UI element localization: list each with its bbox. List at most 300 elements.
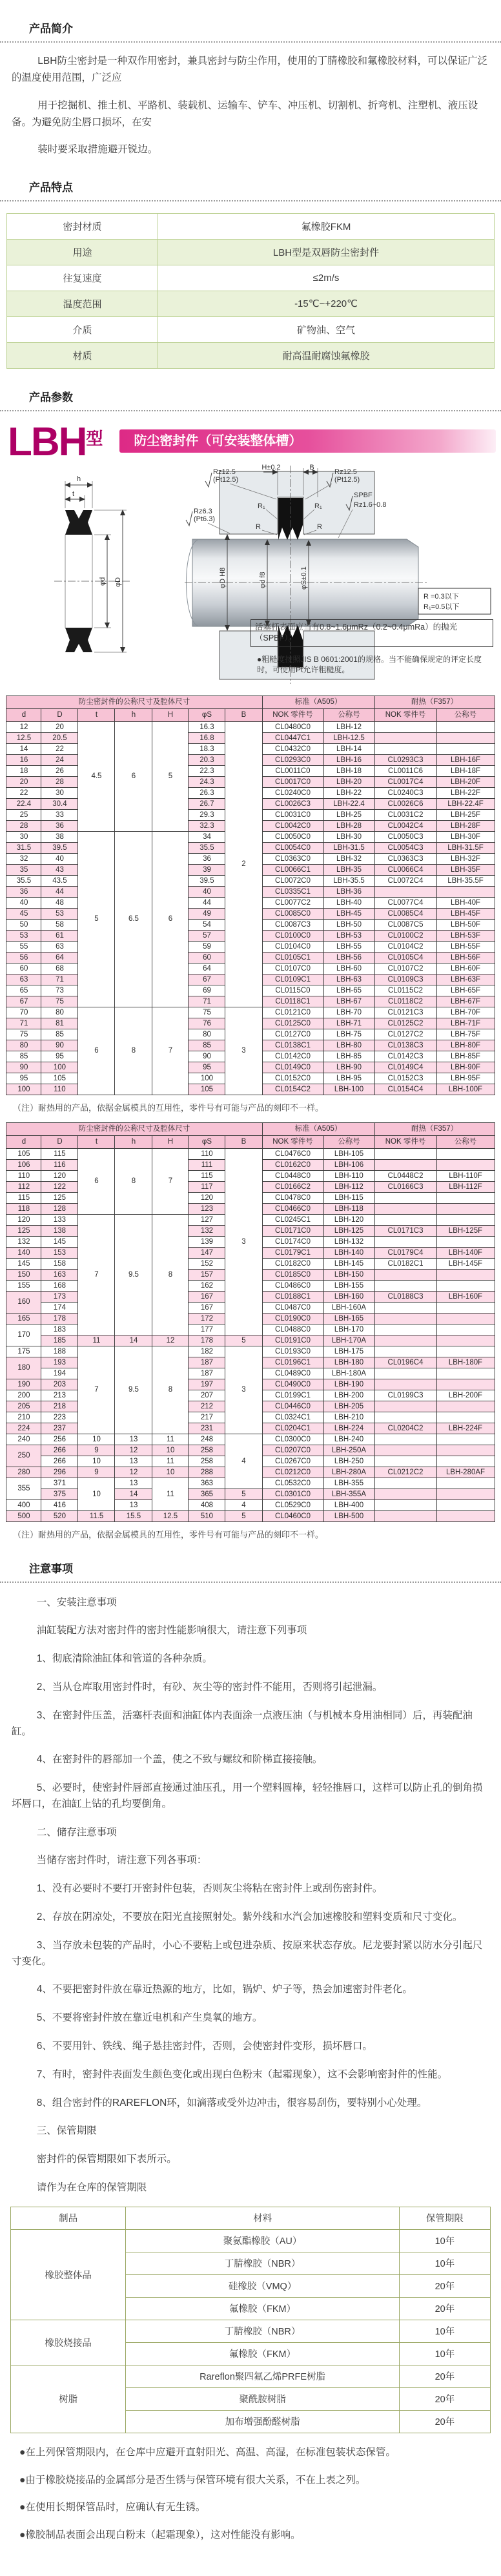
table-cell (374, 1302, 436, 1313)
table-header-cols-row (6, 708, 495, 721)
table-cell (374, 1346, 436, 1357)
table-cell: CL0077C4 (374, 897, 436, 908)
table-cell: 175 (6, 1346, 41, 1357)
table-cell: LBH-20F (436, 776, 495, 787)
table-cell: LBH-85 (323, 1051, 374, 1062)
table-cell: 10年 (399, 2342, 490, 2365)
table-cell: 8 (152, 1346, 189, 1434)
table-cell: 8 (115, 1007, 152, 1095)
table-cell: LBH-16F (436, 754, 495, 765)
table-cell: 5 (78, 831, 115, 1007)
table-cell: CL0199C1 (262, 1390, 323, 1401)
dim-h-label: h (77, 475, 81, 483)
table-cell: 30.4 (41, 798, 78, 809)
col-d: d (6, 708, 41, 721)
storage-header-row (11, 2207, 491, 2229)
table-cell: 85 (189, 1040, 225, 1051)
table-cell: 178 (189, 1335, 225, 1346)
table-cell: 20年 (399, 2274, 490, 2297)
dim-phiD-label: φD (114, 577, 122, 587)
size-table-1 (6, 696, 495, 1095)
table-cell: 240 (6, 1434, 41, 1445)
col-t: t (78, 708, 115, 721)
table-cell: 11 (152, 1456, 189, 1467)
table-cell: CL0138C3 (374, 1040, 436, 1051)
table-cell: 11 (152, 1434, 189, 1445)
table-cell: 110 (6, 1170, 41, 1181)
table-cell: CL0100C0 (262, 930, 323, 941)
table-cell: LBH-132 (323, 1236, 374, 1247)
storage-bullet: ●橡胶制品表面会出现白粉末（起霜现象），这对性能没有影响。 (19, 2530, 301, 2541)
table-cell: CL0152C0 (262, 1073, 323, 1084)
caution-line: 7、有时，密封件表面发生颜色变化或出现白色粉末（起霜现象），这不会影响密封件的性能。 (36, 2068, 448, 2080)
table-cell: LBH-145 (323, 1258, 374, 1269)
table-cell: 100 (189, 1073, 225, 1084)
table-cell: LBH-170A (323, 1335, 374, 1346)
table-cell: 介质 (7, 316, 158, 342)
col-material: 材料 (126, 2207, 400, 2229)
table-cell: 28 (6, 820, 41, 831)
caution-line: 二、储存注意事项 (36, 1826, 117, 1838)
table-cell: CL0077C2 (262, 897, 323, 908)
table-cell: 510 (189, 1510, 225, 1521)
table-cell: 212 (189, 1401, 225, 1412)
table-cell: 氟橡胶（FKM） (126, 2297, 400, 2320)
caution-line: 6、不要用针、铁线、绳子悬挂密封件，否则，会使密封件变形，损坏唇口。 (36, 2041, 373, 2052)
table-cell: 288 (189, 1467, 225, 1478)
table-cell: 71 (41, 974, 78, 985)
col-d: d (6, 1135, 41, 1148)
table-cell: CL0072C0 (262, 875, 323, 886)
table-cell: 371 (41, 1478, 78, 1489)
table-cell: 25 (6, 809, 41, 820)
table-cell: 7 (78, 1214, 115, 1335)
col-period: 保管期限 (399, 2207, 490, 2229)
dotted-divider (0, 1581, 501, 1583)
table-cell: 81 (41, 1018, 78, 1029)
table-cell: CL0196C1 (262, 1357, 323, 1368)
table-cell: 217 (189, 1412, 225, 1423)
table-cell: LBH-210 (323, 1412, 374, 1423)
table-cell: 95 (41, 1051, 78, 1062)
table-cell: 115 (6, 1192, 41, 1203)
table-cell: LBH-224F (436, 1423, 495, 1434)
dotted-divider (0, 409, 501, 411)
table-cell: LBH-35F (436, 864, 495, 875)
table-cell: 231 (189, 1423, 225, 1434)
table-cell: 155 (6, 1280, 41, 1291)
table-cell: 106 (6, 1159, 41, 1170)
table-cell: CL0301C0 (262, 1489, 323, 1499)
table-cell: 7 (152, 1007, 189, 1095)
dim-rod-label: φd f8 (259, 572, 267, 588)
storage-bullet: ●在使用长期保管品时，应确认有无生锈。 (19, 2502, 206, 2513)
table-row (6, 1335, 495, 1346)
table-cell (436, 1236, 495, 1247)
table-cell: CL0017C0 (262, 776, 323, 787)
table-cell: LBH-170 (323, 1324, 374, 1335)
table-cell: CL0127C2 (374, 1029, 436, 1040)
table-cell: LBH-180A (323, 1368, 374, 1379)
col-product: 制品 (11, 2207, 126, 2229)
table-cell: 224 (6, 1423, 41, 1434)
table-cell: 237 (41, 1423, 78, 1434)
table-cell: LBH-90F (436, 1062, 495, 1073)
table-cell: CL0191C0 (262, 1335, 323, 1346)
caution-line: 2、当从仓库取用密封件时，有砂、灰尘等的密封件不能用，否则将引起泄漏。 (36, 1681, 383, 1693)
table-cell: CL0240C0 (262, 787, 323, 798)
table-cell: 11 (152, 1478, 189, 1510)
table-cell: 往复速度 (7, 265, 158, 291)
table-cell: CL0182C0 (262, 1258, 323, 1269)
table-cell: CL0245C1 (262, 1214, 323, 1225)
table-cell: LBH-160 (323, 1291, 374, 1302)
table-cell: CL0115C2 (374, 985, 436, 996)
table-cell: LBH-180 (323, 1357, 374, 1368)
table-cell: 10 (152, 1467, 189, 1478)
table-cell: CL0026C6 (374, 798, 436, 809)
table-cell: 133 (41, 1214, 78, 1225)
table-cell (436, 1412, 495, 1423)
table-cell: 20.3 (189, 754, 225, 765)
table-cell: 6.5 (115, 831, 152, 1007)
table-cell: 115 (41, 1148, 78, 1159)
table-cell: 14 (6, 743, 41, 754)
table-cell: 8 (152, 1214, 189, 1335)
table-cell: CL0532C0 (262, 1478, 323, 1489)
table-cell: 120 (41, 1170, 78, 1181)
table-cell (436, 1434, 495, 1445)
caution-line: 5、必要时，使密封件唇部直接通过油压孔，用一个塑料圆棒，轻轻推唇口，这样可以防止孔的倒角损坏唇口，在油缸上钻的孔均要倒角。 (12, 1782, 483, 1809)
table-cell: LBH-106 (323, 1159, 374, 1170)
table-cell: 67 (6, 996, 41, 1007)
col-B: B (225, 708, 262, 721)
table-cell: 35.5 (6, 875, 41, 886)
table-cell: CL0105C4 (374, 952, 436, 963)
table-cell: 64 (189, 963, 225, 974)
table-cell: 187 (189, 1357, 225, 1368)
table-cell: 128 (41, 1203, 78, 1214)
table-cell: 9.5 (115, 1346, 152, 1434)
table-cell: 树脂 (11, 2365, 126, 2433)
table-cell (374, 1214, 436, 1225)
table-cell: 温度范围 (7, 291, 158, 316)
table-cell: CL0104C2 (374, 941, 436, 952)
r-note-line2: R₁=0.5以下 (424, 603, 460, 611)
table-cell: 110 (41, 1084, 78, 1095)
table-cell: 75 (41, 996, 78, 1007)
table-cell: LBH-22.4 (323, 798, 374, 809)
table-cell (436, 1401, 495, 1412)
table-cell: LBH-280AF (436, 1467, 495, 1478)
table-cell (374, 1445, 436, 1456)
table-cell (436, 1445, 495, 1456)
table-cell: 187 (189, 1368, 225, 1379)
table-cell: CL0085C4 (374, 908, 436, 919)
table-cell: CL0154C2 (262, 1084, 323, 1095)
table-cell: CL0054C3 (374, 842, 436, 853)
col-nok-std: NOK 零件号 (262, 708, 323, 721)
table-cell: CL0054C0 (262, 842, 323, 853)
table-cell: LBH-22 (323, 787, 374, 798)
table-cell: 73 (41, 985, 78, 996)
col-nok-std: NOK 零件号 (262, 1135, 323, 1148)
table-cell: 9.5 (115, 1214, 152, 1335)
table-cell: Rareflon聚四氟乙烯PRFE树脂 (126, 2365, 400, 2387)
technical-diagram (0, 462, 501, 686)
col-t: t (78, 1135, 115, 1148)
size-table-2 (6, 1122, 495, 1522)
table-cell: LBH-53F (436, 930, 495, 941)
col-nok-heat: NOK 零件号 (374, 1135, 436, 1148)
table-cell: LBH-18F (436, 765, 495, 776)
table-cell: CL0109C1 (262, 974, 323, 985)
table-cell (436, 1346, 495, 1357)
table-cell (374, 1280, 436, 1291)
table-cell: LBH-95 (323, 1073, 374, 1084)
table-cell: 5 (225, 1335, 262, 1346)
section-intro (0, 15, 501, 159)
table-cell: 120 (189, 1192, 225, 1203)
caution-line: 5、不要将密封件放在靠近电机和产生臭氧的地方。 (36, 2012, 263, 2024)
table-cell: 43 (41, 864, 78, 875)
header-heat: 耐热（F357） (374, 696, 495, 708)
table-header-cols-row (6, 1135, 495, 1148)
table-cell: 218 (41, 1401, 78, 1412)
table-cell: CL0011C0 (262, 765, 323, 776)
table-cell: 氟橡胶（FKM） (126, 2342, 400, 2365)
spbf-rz-label: Rz1.6~0.8 (354, 500, 387, 509)
table-cell: LBH型是双唇防尘密封件 (158, 239, 495, 265)
table-cell: 14 (115, 1335, 152, 1346)
table-cell: LBH-140F (436, 1247, 495, 1258)
table-cell: 58 (41, 919, 78, 930)
table-cell: 12.5 (152, 1510, 189, 1521)
storage-period-table (10, 2207, 491, 2433)
table-cell: LBH-112 (323, 1181, 374, 1192)
table-cell: 4 (225, 1434, 262, 1489)
table-cell: CL0050C0 (262, 831, 323, 842)
table-cell: CL0448C2 (374, 1170, 436, 1181)
table-cell: 223 (41, 1412, 78, 1423)
table-cell: 11 (78, 1335, 115, 1346)
table-cell: LBH-55 (323, 941, 374, 952)
caution-line: 3、当存放未包装的产品时，小心不要粘上或包进杂质、按原来状态存放。尼龙要封紧以防水分引起尺寸变化。 (12, 1939, 483, 1967)
table-cell: 9 (78, 1467, 115, 1478)
table-cell: 139 (189, 1236, 225, 1247)
finish-pt-right: (Pt12.5) (334, 475, 360, 484)
table-cell: 157 (189, 1269, 225, 1280)
table-cell: 248 (189, 1434, 225, 1445)
table-cell (374, 1478, 436, 1489)
table-cell: 13 (115, 1434, 152, 1445)
table-cell (436, 1478, 495, 1489)
table-cell: LBH-12 (323, 721, 374, 732)
table-cell: CL0050C3 (374, 831, 436, 842)
table-cell: 50 (6, 919, 41, 930)
table-cell: CL0487C0 (262, 1302, 323, 1313)
table-cell: 63 (41, 941, 78, 952)
table-cell: 80 (41, 1007, 78, 1018)
table-cell: CL0115C0 (262, 985, 323, 996)
table-cell: 39.5 (189, 875, 225, 886)
table-cell: CL0118C1 (262, 996, 323, 1007)
table-cell: LBH-65F (436, 985, 495, 996)
table-cell: CL0199C3 (374, 1390, 436, 1401)
table-cell: CL0446C0 (262, 1401, 323, 1412)
table-cell: CL0363C3 (374, 853, 436, 864)
table-cell: LBH-40F (436, 897, 495, 908)
table-cell: CL0107C0 (262, 963, 323, 974)
storage-bullet: ●在上列保管期限内，在仓库中应避开直射阳光、高温、高湿，在标准包装状态保管。 (19, 2446, 396, 2458)
table-cell: LBH-70 (323, 1007, 374, 1018)
table-cell (436, 721, 495, 732)
table-cell: 520 (41, 1510, 78, 1521)
table-cell: LBH-100 (323, 1084, 374, 1095)
table-cell: 39.5 (41, 842, 78, 853)
table-cell: 127 (189, 1214, 225, 1225)
table-cell (436, 1379, 495, 1390)
table-cell: 105 (189, 1084, 225, 1095)
seal-installation-view (185, 464, 491, 684)
table-cell: 45 (6, 908, 41, 919)
dim-phid-label: φd (99, 577, 107, 586)
table-cell: 172 (189, 1313, 225, 1324)
table-cell: LBH-50F (436, 919, 495, 930)
table-cell: 158 (41, 1258, 78, 1269)
caution-line: 三、保管期限 (36, 2125, 97, 2137)
table-cell: 10 (78, 1434, 115, 1445)
radius-r-left: R (256, 522, 261, 531)
table-cell: CL0171C3 (374, 1225, 436, 1236)
table-cell: CL0240C3 (374, 787, 436, 798)
table-cell: 183 (41, 1324, 78, 1335)
table-cell (374, 1313, 436, 1324)
table-cell: CL0118C2 (374, 996, 436, 1007)
table-cell: 125 (41, 1192, 78, 1203)
table-cell: 20年 (399, 2410, 490, 2433)
caution-line: 一、安装注意事项 (36, 1596, 117, 1608)
table-cell: 28 (41, 776, 78, 787)
table-cell: 43.5 (41, 875, 78, 886)
table-cell: LBH-63F (436, 974, 495, 985)
table-cell: 95 (6, 1073, 41, 1084)
table-cell: CL0460C0 (262, 1510, 323, 1521)
table-cell: CL0207C0 (262, 1445, 323, 1456)
header-heat: 耐热（F357） (374, 1122, 495, 1135)
table-cell: 材质 (7, 342, 158, 368)
table-cell: 20年 (399, 2297, 490, 2320)
dotted-divider (0, 41, 501, 43)
intro-paragraph-2: 用于挖掘机、推土机、平路机、装载机、运输车、铲车、冲压机、切割机、折弯机、注塑机、液压设备。为避免防尘唇口损坏，在安 (12, 99, 478, 129)
col-phiS: φS (189, 708, 225, 721)
table-cell: LBH-240 (323, 1434, 374, 1445)
table-row (7, 265, 495, 291)
table-cell: CL0179C1 (262, 1247, 323, 1258)
section-features (0, 174, 501, 369)
dim-B-label: B (309, 463, 314, 471)
table-row (6, 721, 495, 732)
table-cell: 24 (41, 754, 78, 765)
table-cell: 6 (115, 721, 152, 831)
table-cell: 160 (6, 1291, 41, 1313)
table-cell: 53 (41, 908, 78, 919)
table-cell: LBH-16 (323, 754, 374, 765)
table-cell (436, 1148, 495, 1159)
table1-note: （注）耐热用的产品，依据金属模具的互用性，零件号有可能与产品的刻印不一样。 (13, 1102, 324, 1113)
table-cell (374, 1203, 436, 1214)
dim-bore-label: φD H8 (219, 567, 227, 588)
table-cell: LBH-25 (323, 809, 374, 820)
table-cell: 丁腈橡胶（NBR） (126, 2320, 400, 2342)
table-cell (436, 1214, 495, 1225)
table-cell: 40 (189, 886, 225, 897)
table-cell: 3 (225, 1148, 262, 1335)
table-cell: 138 (41, 1225, 78, 1236)
table-cell: LBH-12.5 (323, 732, 374, 743)
dim-s-label: φS±0.1 (300, 566, 308, 590)
table-cell: CL0447C1 (262, 732, 323, 743)
dim-t-label: t (72, 489, 75, 498)
roughness-note: ●粗糙度按照JIS B 0601:2001的规格。当不能确保规定的评定长度时，可使用Pt允许粗糙度。 (257, 654, 482, 675)
table-cell: CL0127C0 (262, 1029, 323, 1040)
table-cell: 115 (189, 1170, 225, 1181)
table-cell: 120 (6, 1214, 41, 1225)
seal-ring-side-view (54, 475, 130, 652)
table-cell: LBH-32F (436, 853, 495, 864)
table-cell: LBH-30F (436, 831, 495, 842)
table-cell: CL0138C1 (262, 1040, 323, 1051)
col-D: D (41, 1135, 78, 1148)
table-cell: 173 (41, 1291, 78, 1302)
table-cell: LBH-36 (323, 886, 374, 897)
table-row (7, 213, 495, 239)
table-cell: 165 (6, 1313, 41, 1324)
table-cell: 32 (6, 853, 41, 864)
table-cell: 5 (152, 721, 189, 831)
table-row (6, 1007, 495, 1018)
table-cell: 6 (78, 1007, 115, 1095)
table-cell: 140 (6, 1247, 41, 1258)
table-cell: 95 (189, 1062, 225, 1073)
table-cell: 35 (6, 864, 41, 875)
table-cell: LBH-180F (436, 1357, 495, 1368)
table-cell (436, 732, 495, 743)
table-header-group-row (6, 696, 495, 708)
table-cell: CL0066C1 (262, 864, 323, 875)
table-cell: 400 (6, 1499, 41, 1510)
table-cell: 24.3 (189, 776, 225, 787)
table-cell: CL0185C0 (262, 1269, 323, 1280)
table-cell: CL0182C1 (374, 1258, 436, 1269)
dim-H-label: H±0.2 (261, 463, 281, 471)
table-cell: 147 (189, 1247, 225, 1258)
table-cell (374, 1379, 436, 1390)
table-cell: 75 (6, 1029, 41, 1040)
caution-line: 3、在密封件压盖，活塞杆表面和油缸体内表面涂一点液压油（与机械本身用油相同）后，再装配油缸。 (12, 1709, 473, 1737)
table-cell: 210 (6, 1412, 41, 1423)
table-cell (374, 743, 436, 754)
table-cell (436, 743, 495, 754)
table-cell: 180 (6, 1357, 41, 1379)
table-cell: LBH-75 (323, 1029, 374, 1040)
table-cell: 266 (41, 1445, 78, 1456)
table-cell: CL0363C0 (262, 853, 323, 864)
table-cell: 44 (189, 897, 225, 908)
table-cell: 31.5 (6, 842, 41, 853)
table-cell: LBH-35.5 (323, 875, 374, 886)
table-cell: CL0335C1 (262, 886, 323, 897)
